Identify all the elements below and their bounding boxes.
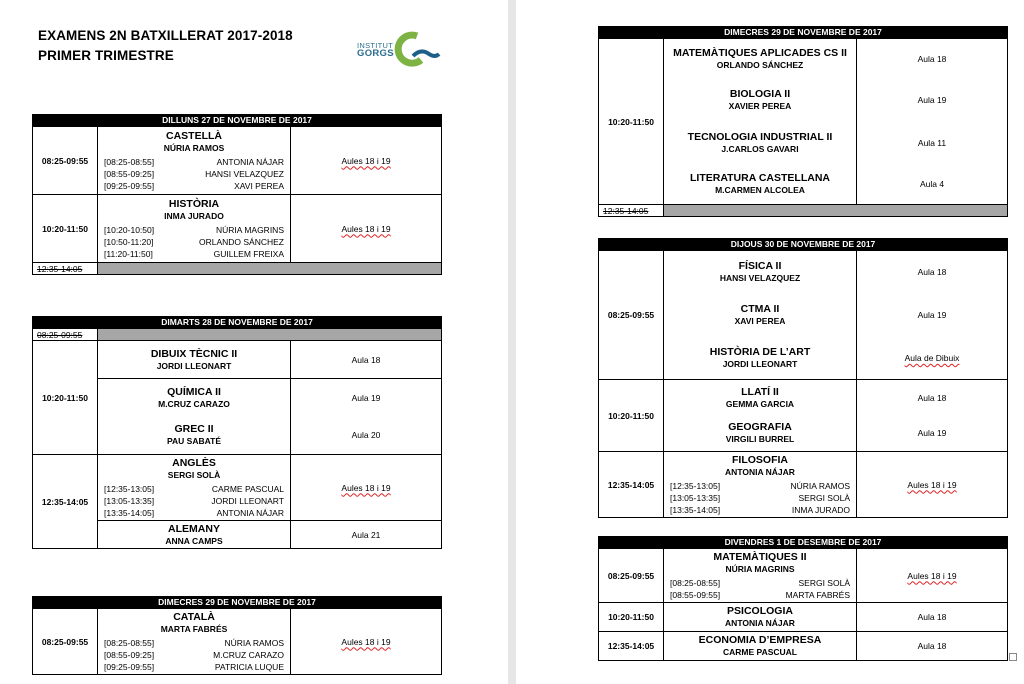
room: Aula 18 (291, 341, 442, 379)
group-row: [10:20-10:50] NÚRIA MAGRINS (104, 224, 284, 235)
room: Aules 18 i 19 (857, 549, 1008, 603)
group-row: [08:25-08:55] NÚRIA RAMOS (104, 637, 284, 648)
cancelled-slot: 08:25-09:55 (33, 329, 98, 341)
room: Aula 4 (857, 165, 1008, 205)
logo-text: INSTITUT GORGS (357, 41, 394, 59)
exam-cell: CTMA II XAVI PEREA (664, 294, 857, 337)
room: Aula 18 (857, 39, 1008, 79)
room: Aules 18 i 19 (291, 455, 442, 521)
group-row: [09:25-09:55] PATRICIA LUQUE (104, 661, 284, 672)
exam-cell: TECNOLOGIA INDUSTRIAL II J.CARLOS GAVARI (664, 122, 857, 165)
logo-mark-icon (355, 30, 445, 70)
group-row: [13:35-14:05] ANTONIA NÁJAR (104, 507, 284, 518)
group-row: [12:35-13:05] CARME PASCUAL (104, 483, 284, 494)
group-row: [10:50-11:20] ORLANDO SÁNCHEZ (104, 236, 284, 247)
room: Aula de Dibuix (857, 337, 1008, 380)
time-slot: 08:25-09:55 (33, 609, 98, 675)
group-row: [08:55-09:25] HANSI VELAZQUEZ (104, 168, 284, 179)
group-row: [08:55-09:55] MARTA FABRÉS (670, 589, 850, 600)
document-subtitle: PRIMER TRIMESTRE (38, 48, 174, 63)
day-block-wednesday-29 (32, 596, 442, 675)
room: Aules 18 i 19 (291, 195, 442, 263)
time-slot: 12:35-14:05 (599, 632, 664, 661)
time-slot: 10:20-11:50 (599, 39, 664, 205)
group-row: [13:05-13:35] SERGI SOLÀ (670, 492, 850, 503)
empty-row (98, 329, 442, 341)
day-header: DIMARTS 28 DE NOVEMBRE DE 2017 (33, 317, 442, 329)
time-slot: 10:20-11:50 (599, 380, 664, 452)
teacher: NÚRIA RAMOS (163, 142, 225, 153)
empty-row (664, 205, 1008, 217)
group-row: [12:35-13:05] NÚRIA RAMOS (670, 480, 850, 491)
table-resize-handle[interactable] (1009, 653, 1017, 661)
exam-cell: MATEMÀTIQUES II NÚRIA MAGRINS [08:25-08:55] SERGI SOLÀ [08:55-09:55] MARTA FABRÉS (664, 549, 857, 603)
empty-row (98, 263, 442, 275)
day-block-wednesday-29-cont (598, 26, 1008, 217)
exam-cell: GEOGRAFIA VIRGILI BURREL (664, 416, 857, 452)
time-slot: 10:20-11:50 (599, 603, 664, 632)
day-header: DIMECRES 29 DE NOVEMBRE DE 2017 (33, 597, 442, 609)
room: Aula 18 (857, 380, 1008, 416)
exam-cell: FÍSICA II HANSI VELAZQUEZ (664, 251, 857, 294)
room: Aula 20 (291, 417, 442, 455)
document-page-left (0, 0, 508, 684)
room: Aula 18 (857, 603, 1008, 632)
day-block-friday-1 (598, 536, 1008, 661)
room: Aula 11 (857, 122, 1008, 165)
room: Aula 21 (291, 521, 442, 549)
exam-cell: DIBUIX TÈCNIC II JORDI LLEONART (98, 341, 291, 379)
exam-cell: LITERATURA CASTELLANA M.CARMEN ALCOLEA (664, 165, 857, 205)
room: Aules 18 i 19 (857, 452, 1008, 518)
day-header: DIJOUS 30 DE NOVEMBRE DE 2017 (599, 239, 1008, 251)
group-row: [08:25-08:55] SERGI SOLÀ (670, 577, 850, 588)
document-page-right (516, 0, 1024, 684)
group-row: [11:20-11:50] GUILLEM FREIXA (104, 248, 284, 259)
exam-cell: MATEMÀTIQUES APLICADES CS II ORLANDO SÁNCHEZ (664, 39, 857, 79)
exam-cell (98, 127, 291, 195)
day-header: DILLUNS 27 DE NOVEMBRE DE 2017 (33, 115, 442, 127)
exam-cell: CATALÀ MARTA FABRÉS [08:25-08:55] NÚRIA RAMOS [08:55-09:25] M.CRUZ CARAZO [09:25-09:55] PATRICIA LUQUE (98, 609, 291, 675)
time-slot: 08:25-09:55 (599, 549, 664, 603)
exam-cell (98, 195, 291, 263)
day-block-thursday-30 (598, 238, 1008, 518)
group-row: [13:05-13:35] JORDI LLEONART (104, 495, 284, 506)
room: Aules 18 i 19 (291, 609, 442, 675)
time-slot: 10:20-11:50 (33, 341, 98, 455)
day-header: DIVENDRES 1 DE DESEMBRE DE 2017 (599, 537, 1008, 549)
time-slot: 08:25-09:55 (33, 127, 98, 195)
room: Aula 19 (291, 379, 442, 417)
room: Aula 19 (857, 416, 1008, 452)
teacher: INMA JURADO (164, 210, 224, 221)
exam-cell: FILOSOFIA ANTONIA NÁJAR [12:35-13:05] NÚRIA RAMOS [13:05-13:35] SERGI SOLÀ [13:35-14:05] INMA JURADO (664, 452, 857, 518)
exam-cell: ALEMANY ANNA CAMPS (98, 521, 291, 549)
day-header: DIMECRES 29 DE NOVEMBRE DE 2017 (599, 27, 1008, 39)
group-row: [08:55-09:25] M.CRUZ CARAZO (104, 649, 284, 660)
exam-cell: GREC II PAU SABATÉ (98, 417, 291, 455)
exam-cell: QUÍMICA II M.CRUZ CARAZO (98, 379, 291, 417)
time-slot: 12:35-14:05 (33, 455, 98, 549)
subject: HISTÒRIA (168, 197, 220, 210)
exam-cell: LLATÍ II GEMMA GARCIA (664, 380, 857, 416)
group-row: [08:25-08:55] ANTONIA NÁJAR (104, 156, 284, 167)
time-slot: 08:25-09:55 (599, 251, 664, 380)
exam-cell: BIOLOGIA II XAVIER PEREA (664, 79, 857, 122)
cancelled-slot: 12:35-14:05 (33, 263, 98, 275)
room: Aula 19 (857, 294, 1008, 337)
time-slot: 10:20-11:50 (33, 195, 98, 263)
document-title: EXAMENS 2N BATXILLERAT 2017-2018 (38, 28, 293, 43)
subject: CASTELLÀ (166, 129, 222, 142)
exam-cell: ECONOMIA D’EMPRESA CARME PASCUAL (664, 632, 857, 661)
school-logo (355, 30, 445, 70)
group-row: [09:25-09:55] XAVI PEREA (104, 180, 284, 191)
exam-cell: PSICOLOGIA ANTONIA NÁJAR (664, 603, 857, 632)
day-block-tuesday-28 (32, 316, 442, 549)
room: Aula 18 (857, 632, 1008, 661)
exam-cell: HISTÒRIA DE L’ART JORDI LLEONART (664, 337, 857, 380)
cancelled-slot: 12:35-14:05 (599, 205, 664, 217)
group-row: [13:35-14:05] INMA JURADO (670, 504, 850, 515)
room: Aula 18 (857, 251, 1008, 294)
room: Aules 18 i 19 (291, 127, 442, 195)
exam-cell: ANGLÈS SERGI SOLÀ [12:35-13:05] CARME PASCUAL [13:05-13:35] JORDI LLEONART [13:35-14:05] ANTONIA NÁJAR (98, 455, 291, 521)
room: Aula 19 (857, 79, 1008, 122)
day-block-monday-27 (32, 114, 442, 275)
time-slot: 12:35-14:05 (599, 452, 664, 518)
